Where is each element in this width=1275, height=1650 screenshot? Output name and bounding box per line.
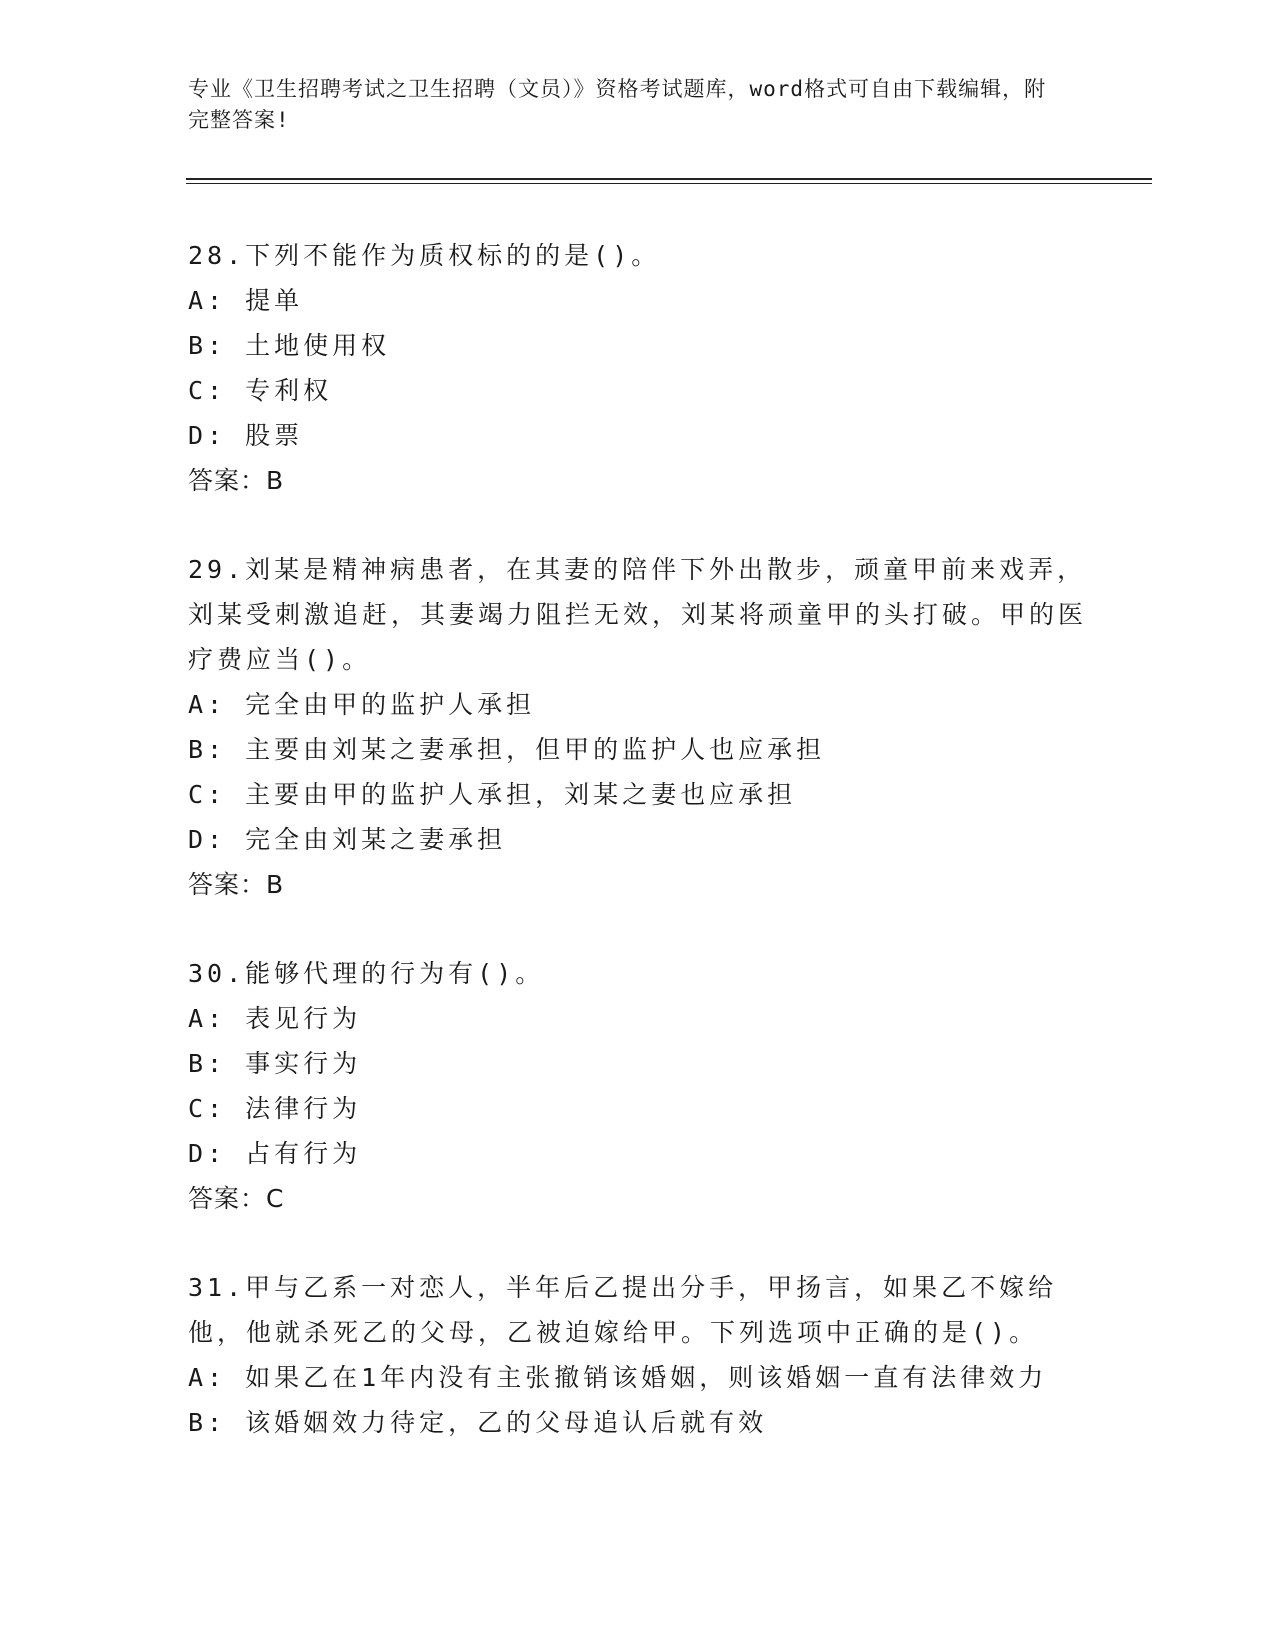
- answer-line: 答案：B: [188, 466, 285, 495]
- option-a: A: 完全由甲的监护人承担: [188, 690, 536, 719]
- option-d: D: 占有行为: [188, 1139, 362, 1168]
- answer-line: 答案：B: [188, 870, 285, 899]
- question-30: [188, 951, 1088, 1221]
- question-stem: 28.下列不能作为质权标的的是()。: [188, 241, 661, 270]
- answer-line: 答案：C: [188, 1184, 285, 1213]
- question-stem: 30.能够代理的行为有()。: [188, 959, 545, 988]
- option-c: C: 主要由甲的监护人承担，刘某之妻也应承担: [188, 780, 797, 809]
- option-b: B: 事实行为: [188, 1049, 362, 1078]
- question-list: [188, 233, 1088, 1489]
- option-d: D: 股票: [188, 421, 304, 450]
- option-b: B: 该婚姻效力待定，乙的父母追认后就有效: [188, 1408, 768, 1437]
- option-c: C: 法律行为: [188, 1094, 362, 1123]
- option-a: A: 如果乙在1年内没有主张撤销该婚姻，则该婚姻一直有法律效力: [188, 1363, 1048, 1392]
- document-header: 专业《卫生招聘考试之卫生招聘（文员）》资格考试题库，word格式可自由下载编辑，附完整答案!: [188, 77, 1047, 132]
- option-c: C: 专利权: [188, 376, 333, 405]
- option-d: D: 完全由刘某之妻承担: [188, 825, 507, 854]
- option-b: B: 土地使用权: [188, 331, 391, 360]
- question-stem: 29.刘某是精神病患者，在其妻的陪伴下外出散步，顽童甲前来戏弄，刘某受刺激追赶，其妻竭力阻拦无效，刘某将顽童甲的头打破。甲的医疗费应当()。: [188, 555, 1088, 674]
- option-a: A: 提单: [188, 286, 304, 315]
- question-31: [188, 1265, 1088, 1445]
- header-divider: [186, 178, 1152, 184]
- question-28: [188, 233, 1088, 503]
- option-a: A: 表见行为: [188, 1004, 362, 1033]
- option-b: B: 主要由刘某之妻承担，但甲的监护人也应承担: [188, 735, 826, 764]
- question-stem: 31.甲与乙系一对恋人，半年后乙提出分手，甲扬言，如果乙不嫁给他，他就杀死乙的父母，乙被迫嫁给甲。下列选项中正确的是()。: [188, 1273, 1058, 1347]
- question-29: [188, 547, 1088, 907]
